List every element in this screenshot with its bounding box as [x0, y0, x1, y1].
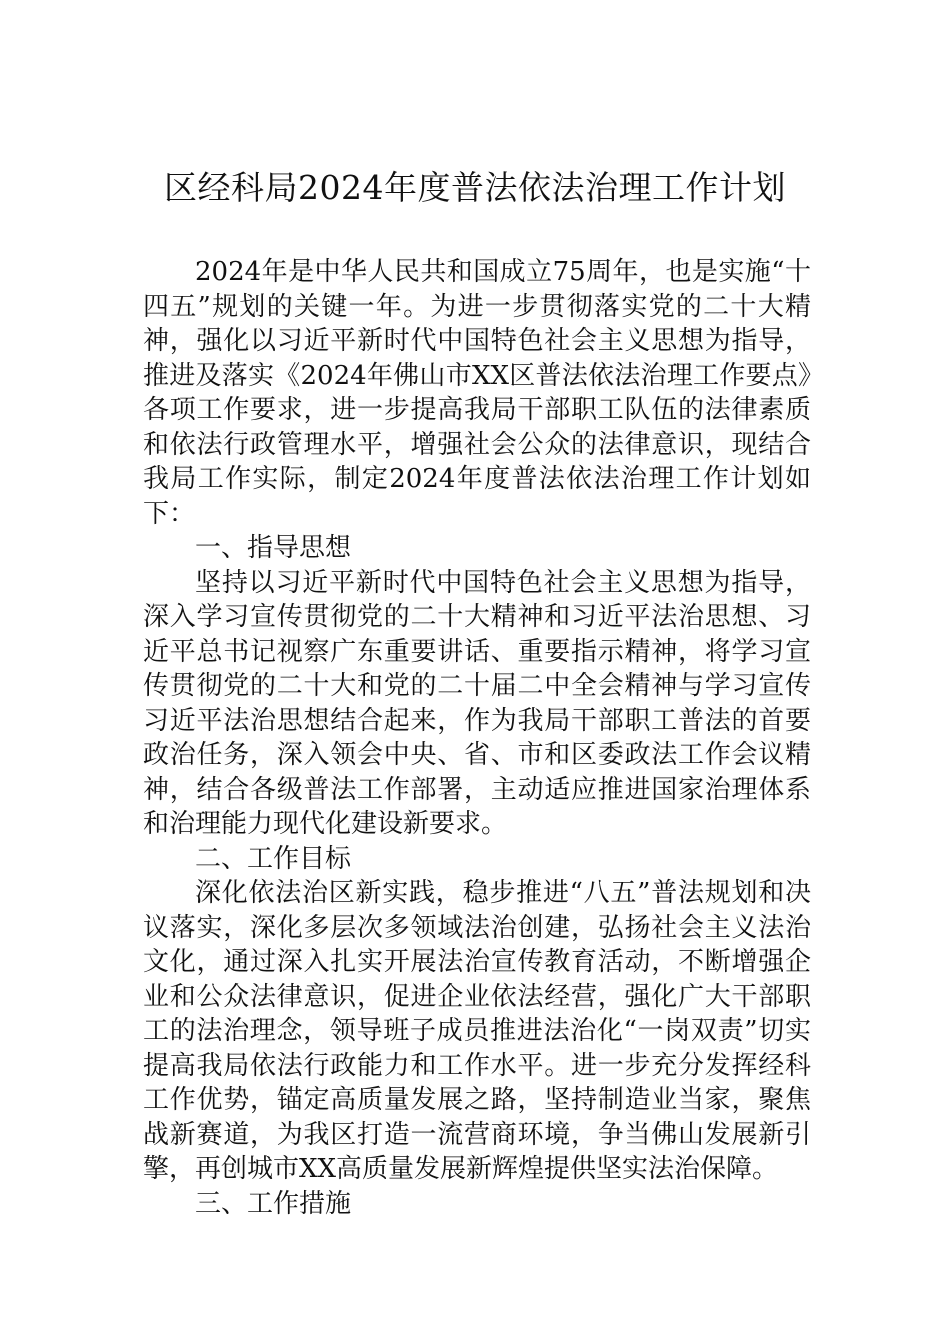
- guiding-ideology-paragraph: 坚持以习近平新时代中国特色社会主义思想为指导，深入学习宣传贯彻党的二十大精神和习近平法治思想、习近平总书记视察广东重要讲话、重要指示精神，将学习宣传贯彻党的二十大和党的二十届二中全会精神与学习宣传习近平法治思想结合起来，作为我局干部职工普法的首要政治任务，深入领会中央、省、市和区委政法工作会议精神，结合各级普法工作部署，主动适应推进国家治理体系和治理能力现代化建设新要求。: [143, 567, 811, 839]
- section-heading-work-goals: 二、工作目标: [195, 843, 352, 874]
- work-goals-paragraph: 深化依法治区新实践，稳步推进“八五”普法规划和决议落实，深化多层次多领域法治创建，弘扬社会主义法治文化，通过深入扎实开展法治宣传教育活动，不断增强企业和公众法律意识，促进企业依法经营，强化广大干部职工的法治理念，领导班子成员推进法治化“一岗双责”切实提高我局依法行政能力和工作水平。进一步充分发挥经科工作优势，锚定高质量发展之路，坚持制造业当家，聚焦战新赛道，为我区打造一流营商环境，争当佛山发展新引擎，再创城市XX高质量发展新辉煌提供坚实法治保障。: [143, 878, 811, 1184]
- intro-paragraph: 2024年是中华人民共和国成立75周年，也是实施“十四五”规划的关键一年。为进一步贯彻落实党的二十大精神，强化以习近平新时代中国特色社会主义思想为指导，推进及落实《2024年佛山市XX区普法依法治理工作要点》各项工作要求，进一步提高我局干部职工队伍的法律素质和依法行政管理水平，增强社会公众的法律意识，现结合我局工作实际，制定2024年度普法依法治理工作计划如下：: [143, 257, 811, 529]
- section-heading-work-measures: 三、工作措施: [195, 1188, 352, 1219]
- document-title: 区经科局2024年度普法依法治理工作计划: [164, 168, 786, 207]
- document-body: [143, 255, 811, 1221]
- section-heading-guiding-ideology: 一、指导思想: [195, 533, 352, 563]
